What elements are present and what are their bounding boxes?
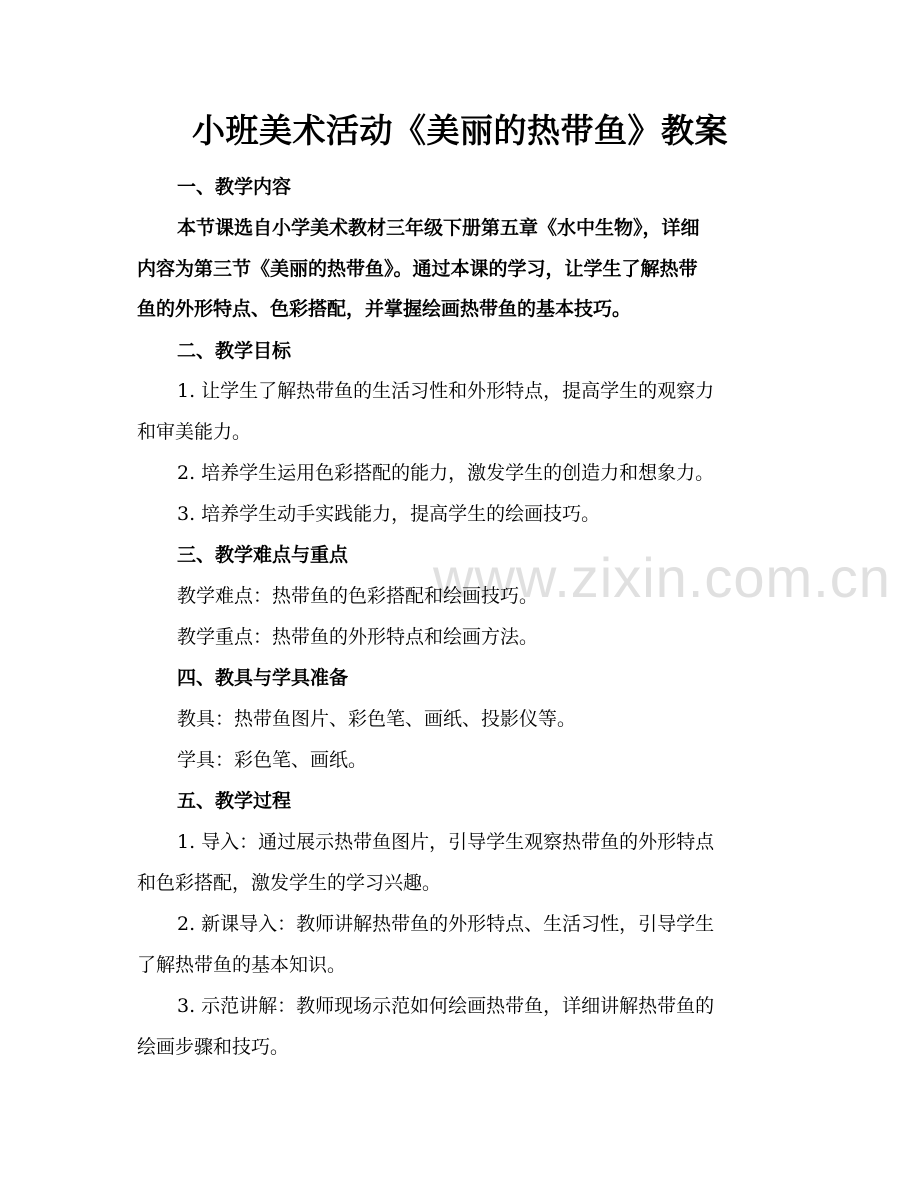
- paragraph-line: 本节课选自小学美术教材三年级下册第五章《水中生物》，详细: [177, 217, 700, 239]
- paragraph-line: 3. 培养学生动手实践能力，提高学生的绘画技巧。: [177, 503, 601, 525]
- paragraph-line: 和色彩搭配，激发学生的学习兴趣。: [137, 872, 442, 894]
- paragraph-line: 绘画步骤和技巧。: [137, 1036, 290, 1058]
- paragraph-line: 教具：热带鱼图片、彩色笔、画纸、投影仪等。: [177, 708, 577, 730]
- paragraph-line: 学具：彩色笔、画纸。: [177, 749, 368, 771]
- paragraph-line: 2. 培养学生运用色彩搭配的能力，激发学生的创造力和想象力。: [177, 462, 715, 484]
- section-heading-process: 五、教学过程: [177, 790, 292, 812]
- paragraph-line: 3. 示范讲解：教师现场示范如何绘画热带鱼，详细讲解热带鱼的: [177, 995, 715, 1017]
- section-heading-materials: 四、教具与学具准备: [177, 667, 349, 689]
- watermark-text: www.zixin.com.cn: [433, 546, 891, 609]
- section-heading-difficulties: 三、教学难点与重点: [177, 544, 349, 566]
- paragraph-line: 教学难点：热带鱼的色彩搭配和绘画技巧。: [177, 585, 539, 607]
- paragraph-line: 1. 导入：通过展示热带鱼图片，引导学生观察热带鱼的外形特点: [177, 831, 715, 853]
- document-title: 小班美术活动《美丽的热带鱼》教案: [192, 111, 728, 150]
- paragraph-line: 内容为第三节《美丽的热带鱼》。通过本课的学习，让学生了解热带: [137, 258, 698, 280]
- paragraph-line: 教学重点：热带鱼的外形特点和绘画方法。: [177, 626, 539, 648]
- paragraph-line: 1. 让学生了解热带鱼的生活习性和外形特点，提高学生的观察力: [177, 380, 715, 402]
- section-heading-content: 一、教学内容: [177, 176, 292, 198]
- paragraph-line: 了解热带鱼的基本知识。: [137, 954, 347, 976]
- paragraph-line: 和审美能力。: [137, 421, 252, 443]
- section-heading-objectives: 二、教学目标: [177, 340, 292, 362]
- paragraph-line: 2. 新课导入：教师讲解热带鱼的外形特点、生活习性，引导学生: [177, 913, 715, 935]
- paragraph-line: 鱼的外形特点、色彩搭配，并掌握绘画热带鱼的基本技巧。: [137, 298, 632, 320]
